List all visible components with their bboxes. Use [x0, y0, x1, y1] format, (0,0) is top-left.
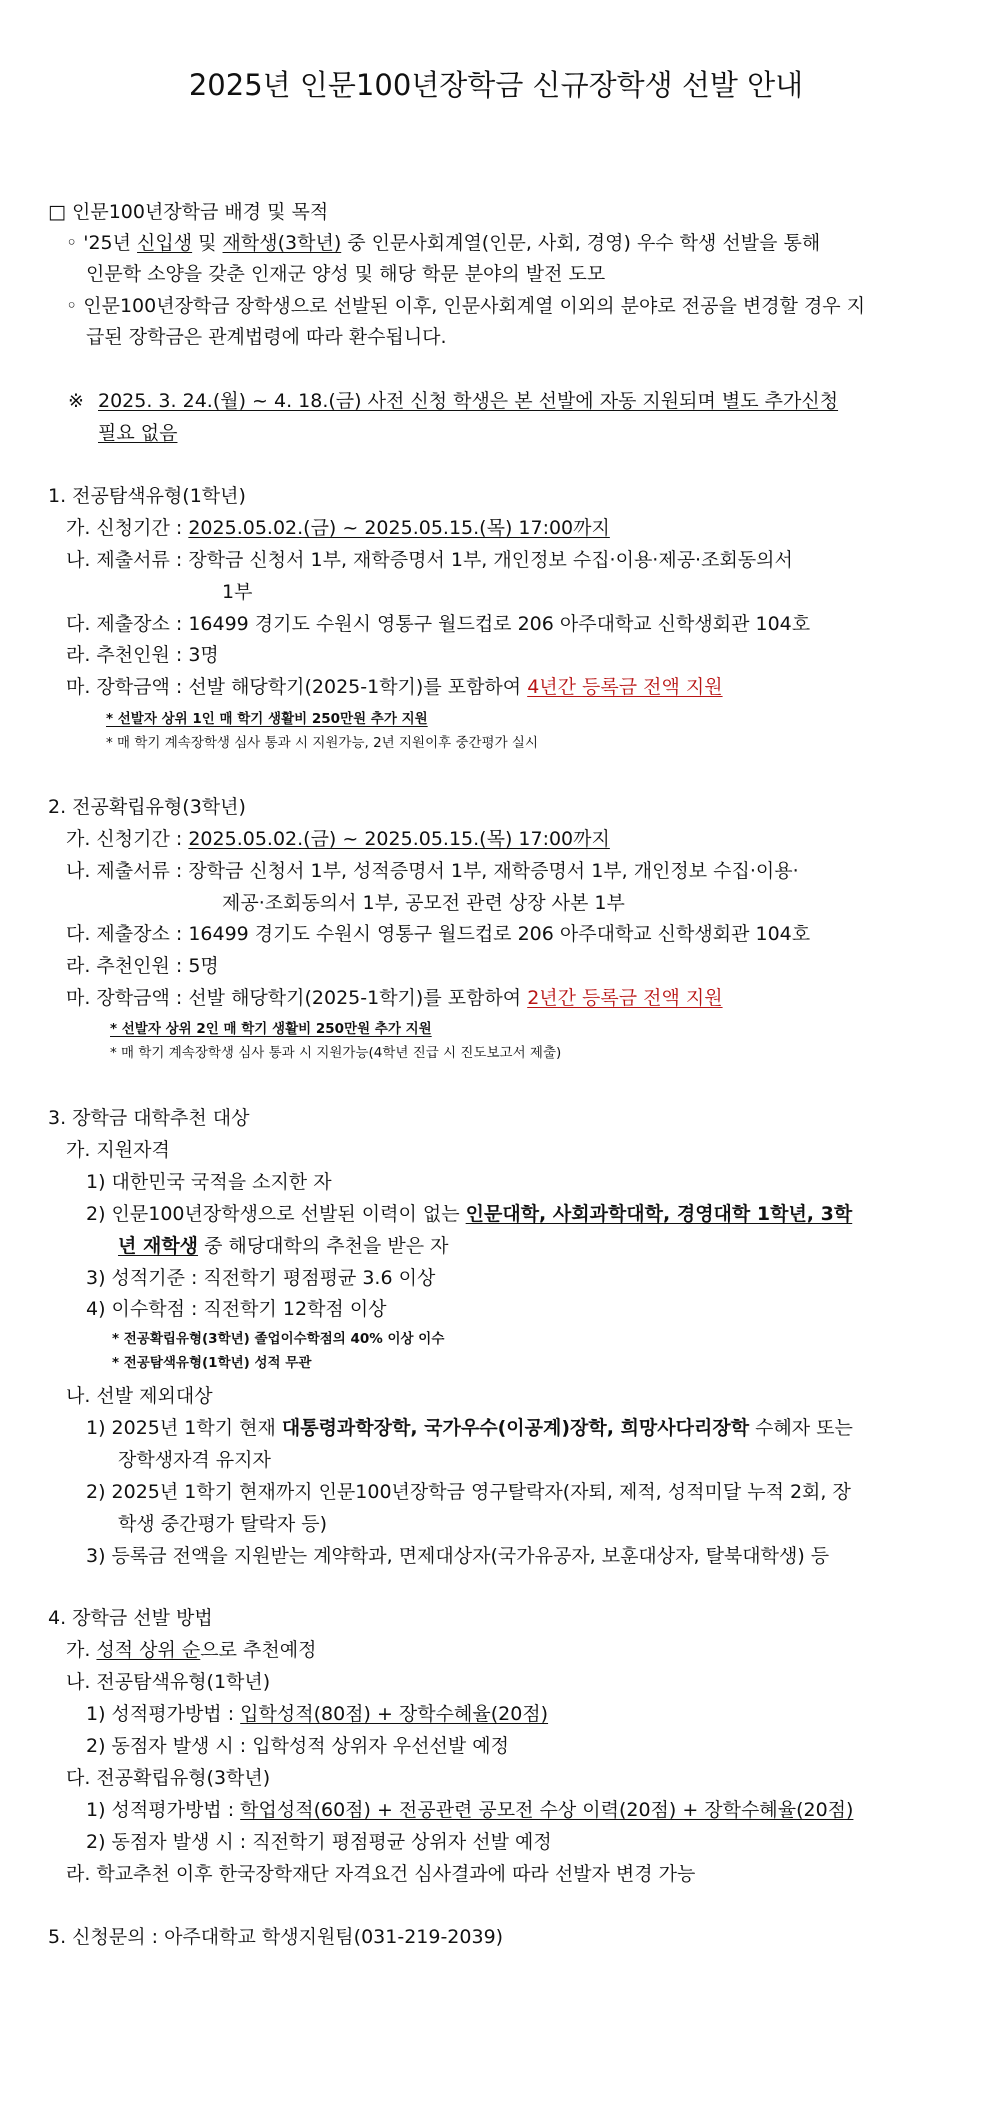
s3-exclusion-2-cont: 학생 중간평가 탈락자 등) [118, 1513, 328, 1535]
s4-type-3-tie: 2) 동점자 발생 시 : 직전학기 평점평균 상위자 선발 예정 [86, 1831, 552, 1853]
s1-period: 가. 신청기간 : 2025.05.02.(금) ~ 2025.05.15.(목) 17:00까지 [66, 517, 610, 539]
s1-note-1: * 선발자 상위 1인 매 학기 생활비 250만원 추가 지원 [106, 711, 428, 727]
s3-item-2-cont: 년 재학생 중 해당대학의 추천을 받은 자 [118, 1235, 449, 1257]
section-3-heading: 3. 장학금 대학추천 대상 [48, 1107, 250, 1129]
s4-type-1-tie: 2) 동점자 발생 시 : 입학성적 상위자 우선선발 예정 [86, 1735, 509, 1757]
s4-type-3-method: 1) 성적평가방법 : 학업성적(60점) + 전공관련 공모전 수상 이력(20점) + 장학수혜율(20점) [86, 1799, 854, 1821]
intro-bullet-2: ◦ 인문100년장학금 장학생으로 선발된 이후, 인문사회계열 이외의 분야로 전공을 변경할 경우 지 [66, 295, 866, 317]
s4-change-note: 라. 학교추천 이후 한국장학재단 자격요건 심사결과에 따라 선발자 변경 가능 [66, 1863, 696, 1885]
s2-note-1: * 선발자 상위 2인 매 학기 생활비 250만원 추가 지원 [110, 1021, 432, 1037]
s3-exclusion-1: 1) 2025년 1학기 현재 대통령과학장학, 국가우수(이공계)장학, 희망사다리장학 수혜자 또는 [86, 1417, 853, 1439]
page-title: 2025년 인문100년장학금 신규장학생 선발 안내 [188, 68, 804, 102]
s2-note-2: * 매 학기 계속장학생 심사 통과 시 지원가능(4학년 진급 시 진도보고서 제출) [110, 1045, 562, 1061]
intro-heading: □ 인문100년장학금 배경 및 목적 [48, 201, 329, 223]
pre-application-note: 2025. 3. 24.(월) ~ 4. 18.(금) 사전 신청 학생은 본 선발에 자동 지원되며 별도 추가신청 [98, 390, 839, 412]
s1-place: 다. 제출장소 : 16499 경기도 수원시 영통구 월드컵로 206 아주대학교 신학생회관 104호 [66, 613, 811, 635]
s1-amount: 마. 장학금액 : 선발 해당학기(2025-1학기)를 포함하여 4년간 등록금 전액 지원 [66, 676, 723, 698]
pre-application-note-cont: 필요 없음 [98, 422, 178, 444]
s2-documents-cont: 제공·조회동의서 1부, 공모전 관련 상장 사본 1부 [222, 892, 625, 914]
s3-item-2: 2) 인문100년장학생으로 선발된 이력이 없는 인문대학, 사회과학대학, 경영대학 1학년, 3학 [86, 1203, 853, 1225]
s1-note-2: * 매 학기 계속장학생 심사 통과 시 지원가능, 2년 지원이후 중간평가 실시 [106, 735, 538, 751]
s3-note-2: * 전공탐색유형(1학년) 성적 무관 [112, 1355, 312, 1371]
intro-bullet-1-cont: 인문학 소양을 갖춘 인재군 양성 및 해당 학문 분야의 발전 도모 [86, 263, 606, 285]
section-4-heading: 4. 장학금 선발 방법 [48, 1607, 213, 1629]
s3-exclusion-1-cont: 장학생자격 유지자 [118, 1449, 271, 1471]
s3-exclusion-2: 2) 2025년 1학기 현재까지 인문100년장학금 영구탈락자(자퇴, 제적, 성적미달 누적 2회, 장 [86, 1481, 851, 1503]
s3-exclusions: 나. 선발 제외대상 [66, 1385, 213, 1407]
intro-bullet-1: ◦ '25년 신입생 및 재학생(3학년) 중 인문사회계열(인문, 사회, 경영) 우수 학생 선발을 통해 [66, 232, 821, 254]
s2-documents: 나. 제출서류 : 장학금 신청서 1부, 성적증명서 1부, 재학증명서 1부, 개인정보 수집·이용· [66, 860, 799, 882]
s2-recommend-count: 라. 추천인원 : 5명 [66, 955, 219, 977]
s2-place: 다. 제출장소 : 16499 경기도 수원시 영통구 월드컵로 206 아주대학교 신학생회관 104호 [66, 923, 811, 945]
s1-documents: 나. 제출서류 : 장학금 신청서 1부, 재학증명서 1부, 개인정보 수집·이용·제공·조회동의서 [66, 549, 793, 571]
s3-item-1: 1) 대한민국 국적을 소지한 자 [86, 1171, 332, 1193]
reference-mark: ※ [68, 390, 84, 412]
section-5-contact: 5. 신청문의 : 아주대학교 학생지원팀(031-219-2039) [48, 1926, 504, 1948]
s3-note-1: * 전공확립유형(3학년) 졸업이수학점의 40% 이상 이수 [112, 1331, 445, 1347]
s4-type-3: 다. 전공확립유형(3학년) [66, 1767, 271, 1789]
s1-documents-cont: 1부 [222, 581, 253, 603]
s4-type-1-method: 1) 성적평가방법 : 입학성적(80점) + 장학수혜율(20점) [86, 1703, 549, 1725]
section-1-heading: 1. 전공탐색유형(1학년) [48, 485, 246, 507]
s3-exclusion-3: 3) 등록금 전액을 지원받는 계약학과, 면제대상자(국가유공자, 보훈대상자, 탈북대학생) 등 [86, 1545, 830, 1567]
s3-item-4: 4) 이수학점 : 직전학기 12학점 이상 [86, 1298, 387, 1320]
s3-item-3: 3) 성적기준 : 직전학기 평점평균 3.6 이상 [86, 1267, 436, 1289]
section-2-heading: 2. 전공확립유형(3학년) [48, 796, 246, 818]
s4-type-1: 나. 전공탐색유형(1학년) [66, 1671, 271, 1693]
s2-amount: 마. 장학금액 : 선발 해당학기(2025-1학기)를 포함하여 2년간 등록금 전액 지원 [66, 987, 723, 1009]
s2-period: 가. 신청기간 : 2025.05.02.(금) ~ 2025.05.15.(목) 17:00까지 [66, 828, 610, 850]
s4-ranking: 가. 성적 상위 순으로 추천예정 [66, 1639, 317, 1661]
s3-eligibility: 가. 지원자격 [66, 1139, 170, 1161]
s1-recommend-count: 라. 추천인원 : 3명 [66, 644, 219, 666]
intro-bullet-2-cont: 급된 장학금은 관계법령에 따라 환수됩니다. [86, 326, 447, 348]
